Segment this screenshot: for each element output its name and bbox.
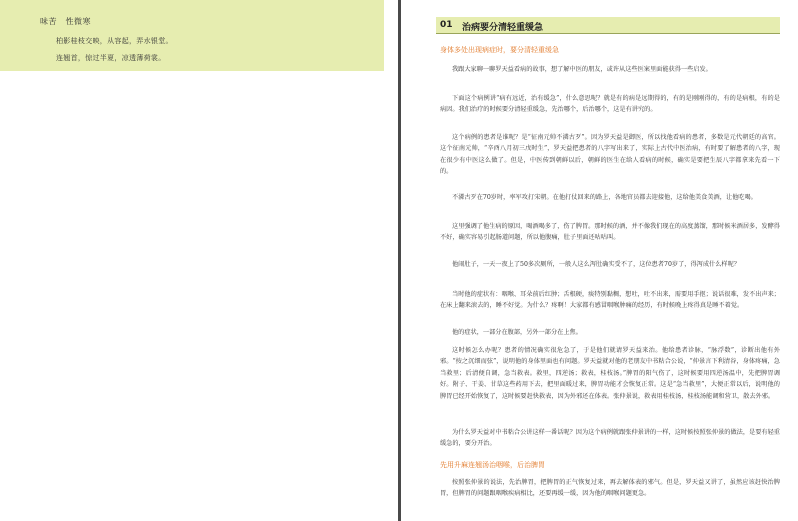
chapter-title: 治病要分清轻重缓急	[462, 23, 544, 33]
paragraph: 当时他的症状有：咽喉、耳朵前后红肿；舌根硬，痰特别黏稠，想吐，吐不出来，需要用手抠；说话很难，发不出声来；在床上翻来滚去的，睡不好觉。为什么？疼啊！大家都有感冒咽喉肿痛的经历，有时候晚上疼得真是睡不着觉。	[440, 291, 780, 310]
left-page	[0, 0, 384, 521]
paragraph: 这里强调了他生病的原因，喝酒喝多了，伤了脾胃。那时候的酒，并不像我们现在的高度蒸馏，那时候米酒居多，发酵得不好，确实容易引起肠道问题，所以他腹痛，肚子里面还咕咕叫。	[440, 223, 780, 242]
section-heading: 先用升麻连翘汤治咽喉，后治脾胃	[440, 461, 545, 469]
chapter-header	[436, 17, 780, 34]
page-divider	[398, 0, 401, 521]
left-page-line: 柏影桂枝交映，从容起，弄水银堂。	[56, 37, 173, 45]
section-heading: 身体多处出现病症时，要分清轻重缓急	[440, 46, 559, 54]
chapter-number: 01	[440, 20, 453, 30]
paragraph: 为什么罗天益对中书粘合公讲这样一番话呢？因为这个病例就跟张仲景讲的一样，这时候按照张仲景的做法，是要有轻重缓急的，要分开治。	[440, 429, 780, 448]
paragraph: 他的症状，一部分在腹部，另外一部分在上焦。	[452, 329, 582, 336]
left-page-line: 连翘首，惊过半夏，凉透薄荷裳。	[56, 54, 166, 62]
paragraph: 他闹肚子，一天一夜上了50多次厕所，一般人这么泻肚确实受不了，这位患者70岁了，得泻成什么样呢？	[452, 261, 740, 268]
paragraph: 这时候怎么办呢？患者的情况确实很危急了，于是他们就请罗天益来治。他给患者诊脉，“脉浮数”，诊断出他有外邪。“按之沉细而弦”，说明他的身体里面也有问题。罗天益就对他的老朋友中书粘合公说，“仲景言下利清谷，身体疼痛，急当救里；后清便自调，急当救表。救里，四逆汤；救表，桂枝汤。”脾胃的阳气伤了，这时候要用四逆汤温中，先把脾胃调好。附子、干姜、甘草这些药用下去，把里面暖过来，脾胃功能才会恢复正常。这是“急当救里”，大便正常以后，说明他的脾胃已经开始恢复了，这时候要赶快救表，因为外邪还在体表。张仲景说，救表用桂枝汤，桂枝汤能调和营卫，散去外邪。	[440, 347, 780, 400]
paragraph: 下面这个病例讲“病有远近，治有缓急”，什么意思呢？就是有的病是远期得的，有的是刚刚得的，有的是病根，有的是病因。我们治疗的时候要分清轻重缓急，先治哪个，后治哪个，这是有讲究的。	[440, 95, 780, 114]
right-page	[402, 0, 798, 521]
paragraph: 不潾古歹在70岁时，率军攻打宋朝。在他打仗回来的路上，各地官员都去迎接他，这给他美食美酒，让他吃喝。	[452, 194, 757, 201]
paragraph: 按照张仲景的说法，先治脾胃，把脾胃的正气恢复过来，再去解体表的邪气。但是，罗天益又讲了，虽然应该赶快治脾胃，但脾胃的问题跟咽喉疾病相比，还要再缓一缓，因为他的咽喉问题更急。	[440, 479, 780, 498]
paragraph: 这个病例的患者是谁呢？是“征南元帅不潾古歹”。因为罗天益是御医，所以找他看病的患者，多数是元代朝廷的高官。这个征南元帅，“辛酉八月初三戊时生”，罗天益把患者的八字写出来了，实际上古代中医治病，有时要了解患者的八字，现在很少有中医这么做了。但是，中医传到朝鲜以后，朝鲜的医生在给人看病的时候，确实是要把生辰八字都拿来先看一下的。	[440, 134, 780, 176]
left-page-title: 味苦 性微寒	[40, 17, 91, 26]
paragraph: 我跟大家聊一聊罗天益看病的故事，想了解中医的朋友，或许从这些医案里面能获得一些启发。	[452, 66, 712, 73]
